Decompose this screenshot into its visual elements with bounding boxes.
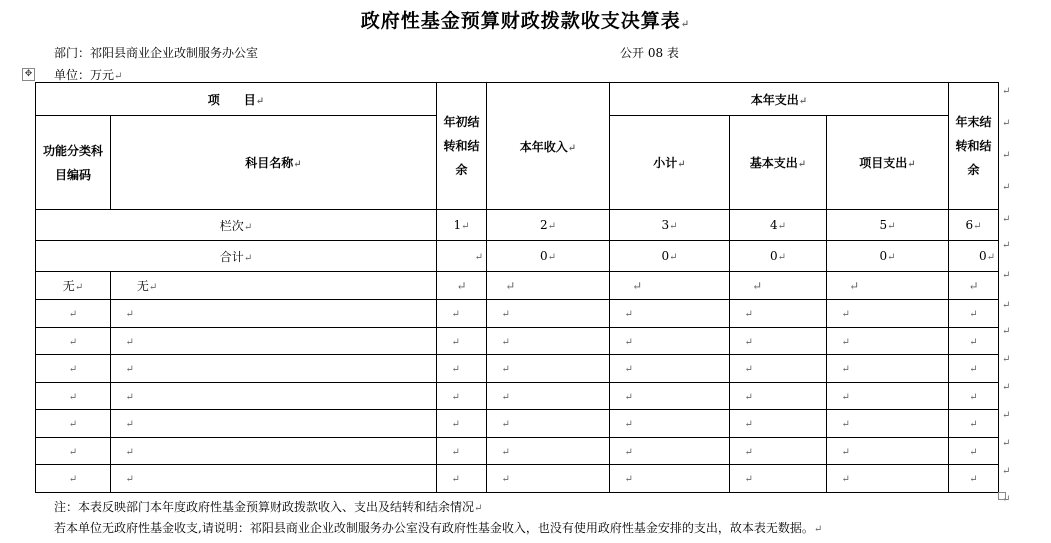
paragraph-mark: ↵ <box>744 336 753 348</box>
cell <box>487 410 610 438</box>
header-begin-balance: 年初结转和结余 <box>437 83 487 210</box>
paragraph-mark: ↵ <box>624 391 633 403</box>
cell <box>437 241 487 272</box>
note-1-text: 注：本表反映部门本年度政府性基金预算财政拨款收入、支出及结转和结余情况 <box>54 500 475 514</box>
cell <box>949 241 999 272</box>
paragraph-mark: ↵ <box>677 159 686 170</box>
paragraph-mark: ↵ <box>125 309 134 321</box>
cell <box>730 410 827 438</box>
cell <box>437 210 487 241</box>
cell <box>730 465 827 493</box>
cell <box>437 355 487 383</box>
header-subtotal <box>610 116 730 210</box>
paragraph-mark: ↵ <box>1002 466 1011 477</box>
col-no-label <box>36 210 437 241</box>
paragraph-mark: ↵ <box>567 142 577 154</box>
cell <box>111 327 437 355</box>
header-subtotal-text: 小计 <box>653 156 678 170</box>
paragraph-mark: ↵ <box>451 419 460 431</box>
cell <box>827 300 949 328</box>
paragraph-mark: ↵ <box>68 474 78 486</box>
paragraph-mark: ↵ <box>986 252 995 263</box>
paragraph-mark: ↵ <box>744 364 753 376</box>
cell <box>487 241 610 272</box>
cell <box>487 210 610 241</box>
cell <box>610 327 730 355</box>
cell <box>949 327 999 355</box>
cell-value: 2 <box>539 218 548 232</box>
cell-value: 3 <box>661 218 670 232</box>
cell <box>111 410 437 438</box>
total-label-text: 合计 <box>219 249 244 264</box>
paragraph-mark: ↵ <box>624 419 633 431</box>
paragraph-mark: ↵ <box>148 282 158 293</box>
cell-value: 1 <box>453 218 462 232</box>
paragraph-mark: ↵ <box>624 446 633 458</box>
cell-code <box>36 272 111 300</box>
paragraph-mark: ↵ <box>797 159 807 170</box>
paragraph-mark: ↵ <box>547 252 557 263</box>
cell <box>437 327 487 355</box>
cell <box>610 382 730 410</box>
paragraph-mark: ↵ <box>969 309 978 321</box>
cell <box>610 437 730 465</box>
paragraph-mark: ↵ <box>969 446 978 458</box>
paragraph-mark: ↵ <box>451 446 460 458</box>
department-label: 部门： <box>54 46 91 60</box>
cell <box>610 465 730 493</box>
cell <box>949 410 999 438</box>
paragraph-mark: ↵ <box>68 309 78 321</box>
paragraph-mark: ↵ <box>1002 300 1011 311</box>
cell <box>949 300 999 328</box>
paragraph-mark: ↵ <box>243 252 253 264</box>
paragraph-mark: ↵ <box>114 71 123 82</box>
cell-value: 0 <box>769 249 778 263</box>
paragraph-mark: ↵ <box>624 309 633 321</box>
cell <box>36 437 111 465</box>
header-func-code: 功能分类科目编码 <box>36 116 111 210</box>
budget-table <box>35 82 999 493</box>
paragraph-mark: ↵ <box>1002 118 1011 129</box>
cell <box>730 437 827 465</box>
table-row <box>36 355 999 383</box>
paragraph-mark: ↵ <box>1002 410 1011 421</box>
paragraph-mark: ↵ <box>125 474 134 486</box>
cell <box>111 300 437 328</box>
paragraph-mark: ↵ <box>841 336 850 348</box>
paragraph-mark: ↵ <box>1002 494 1011 505</box>
paragraph-mark: ↵ <box>68 446 78 458</box>
paragraph-mark: ↵ <box>744 391 753 403</box>
cell <box>36 300 111 328</box>
cell <box>949 465 999 493</box>
cell <box>827 382 949 410</box>
paragraph-mark: ↵ <box>451 391 460 403</box>
unit-line <box>54 66 122 83</box>
table-move-handle-icon[interactable]: ✥ <box>22 68 35 81</box>
cell <box>610 210 730 241</box>
cell <box>827 272 949 300</box>
paragraph-mark: ↵ <box>243 221 253 233</box>
cell <box>111 355 437 383</box>
cell <box>36 327 111 355</box>
table-row-total <box>36 241 999 272</box>
paragraph-mark: ↵ <box>255 95 265 107</box>
cell <box>610 300 730 328</box>
cell <box>949 210 999 241</box>
paragraph-mark: ↵ <box>887 252 896 263</box>
header-income-text: 本年收入 <box>519 139 568 154</box>
paragraph-mark: ↵ <box>474 252 483 263</box>
paragraph-mark: ↵ <box>1002 182 1011 193</box>
paragraph-mark: ↵ <box>1002 270 1011 281</box>
note-line-1 <box>54 498 482 515</box>
cell <box>827 410 949 438</box>
header-item-name <box>111 116 437 210</box>
cell <box>730 382 827 410</box>
paragraph-mark: ↵ <box>632 278 643 293</box>
cell-value: 0 <box>661 249 670 263</box>
cell <box>487 327 610 355</box>
table-row <box>36 327 999 355</box>
header-expense <box>610 83 949 116</box>
cell-value: 4 <box>769 218 778 232</box>
paragraph-mark: ↵ <box>68 419 78 431</box>
header-basic-text: 基本支出 <box>749 156 798 170</box>
paragraph-mark: ↵ <box>68 391 78 403</box>
cell-value: 6 <box>965 218 974 232</box>
cell <box>827 355 949 383</box>
paragraph-mark: ↵ <box>777 252 787 263</box>
paragraph-mark: ↵ <box>777 221 787 232</box>
header-project-exp-text: 项目支出 <box>859 156 908 170</box>
paragraph-mark: ↵ <box>547 221 557 232</box>
paragraph-mark: ↵ <box>813 524 823 535</box>
paragraph-mark: ↵ <box>1002 214 1011 225</box>
paragraph-mark: ↵ <box>125 419 134 431</box>
cell <box>487 300 610 328</box>
paragraph-mark: ↵ <box>1002 150 1011 161</box>
table-title <box>0 6 1051 33</box>
paragraph-mark: ↵ <box>501 391 510 403</box>
cell: ↵ <box>437 272 487 300</box>
title-text: 政府性基金预算财政拨款收支决算表 <box>360 10 681 32</box>
paragraph-mark: ↵ <box>293 159 302 170</box>
paragraph-mark: ↵ <box>841 419 850 431</box>
cell: ↵ <box>949 272 999 300</box>
cell <box>437 437 487 465</box>
paragraph-mark: ↵ <box>624 364 633 376</box>
cell <box>730 241 827 272</box>
table-row-col-no <box>36 210 999 241</box>
cell <box>730 210 827 241</box>
paragraph-mark: ↵ <box>1002 382 1011 393</box>
paragraph-mark: ↵ <box>125 336 134 348</box>
cell <box>610 410 730 438</box>
paragraph-mark: ↵ <box>669 252 678 263</box>
table-row <box>36 437 999 465</box>
table-row <box>36 382 999 410</box>
table-row <box>36 272 999 300</box>
paragraph-mark: ↵ <box>841 474 850 486</box>
cell <box>610 241 730 272</box>
cell-value: 0 <box>539 249 548 263</box>
paragraph-mark: ↵ <box>744 446 753 458</box>
paragraph-mark: ↵ <box>841 309 850 321</box>
paragraph-mark: ↵ <box>74 282 84 293</box>
cell <box>487 437 610 465</box>
paragraph-mark: ↵ <box>451 364 460 376</box>
table-row <box>36 465 999 493</box>
cell-value: 无 <box>136 279 149 293</box>
table-row <box>36 410 999 438</box>
cell <box>827 437 949 465</box>
paragraph-mark: ↵ <box>125 364 134 376</box>
paragraph-mark: ↵ <box>501 419 510 431</box>
paragraph-mark: ↵ <box>501 336 510 348</box>
cell <box>111 437 437 465</box>
header-project-text: 项 目 <box>207 92 256 107</box>
paragraph-mark: ↵ <box>68 336 78 348</box>
cell-value: 0 <box>879 249 888 263</box>
cell <box>487 272 610 300</box>
paragraph-mark: ↵ <box>1002 86 1011 97</box>
cell <box>827 210 949 241</box>
report-number: 公开 08 表 <box>620 46 679 60</box>
cell <box>730 355 827 383</box>
cell <box>36 355 111 383</box>
paragraph-mark: ↵ <box>798 95 808 107</box>
cell <box>437 465 487 493</box>
paragraph-mark: ↵ <box>969 391 978 403</box>
paragraph-mark: ↵ <box>474 503 483 514</box>
cell <box>36 410 111 438</box>
paragraph-mark: ↵ <box>887 221 896 232</box>
cell <box>610 355 730 383</box>
header-expense-text: 本年支出 <box>750 92 799 107</box>
paragraph-mark: ↵ <box>841 391 850 403</box>
paragraph-mark: ↵ <box>1002 240 1011 251</box>
paragraph-mark: ↵ <box>744 309 753 321</box>
col-no-label-text: 栏次 <box>219 218 244 233</box>
cell-value: 5 <box>879 218 888 232</box>
paragraph-mark: ↵ <box>461 221 470 232</box>
department-name: 祁阳县商业企业改制服务办公室 <box>90 46 259 60</box>
cell <box>610 272 730 300</box>
paragraph-mark: ↵ <box>1002 354 1011 365</box>
paragraph-mark: ↵ <box>969 474 978 486</box>
paragraph-mark: ↵ <box>969 419 978 431</box>
paragraph-mark: ↵ <box>125 446 134 458</box>
paragraph-mark: ↵ <box>451 474 460 486</box>
cell <box>487 465 610 493</box>
note-2-text: 若本单位无政府性基金收支,请说明：祁阳县商业企业改制服务办公室没有政府性基金收入，也没有使用政府性基金安排的支出，故本表无数据。 <box>54 521 814 535</box>
paragraph-mark: ↵ <box>451 309 460 321</box>
paragraph-mark: ↵ <box>505 278 516 293</box>
cell <box>111 465 437 493</box>
header-item-name-text: 科目名称 <box>245 156 294 170</box>
header-basic <box>730 116 827 210</box>
department-line <box>54 44 258 61</box>
paragraph-mark: ↵ <box>68 364 78 376</box>
cell <box>730 327 827 355</box>
cell <box>36 382 111 410</box>
paragraph-mark: ↵ <box>669 221 678 232</box>
cell <box>730 272 827 300</box>
cell <box>437 382 487 410</box>
paragraph-mark: ↵ <box>501 474 510 486</box>
paragraph-mark: ↵ <box>501 364 510 376</box>
cell <box>487 355 610 383</box>
cell <box>827 241 949 272</box>
cell <box>730 300 827 328</box>
note-line-2 <box>54 519 822 536</box>
paragraph-mark: ↵ <box>752 278 763 293</box>
paragraph-mark: ↵ <box>969 364 978 376</box>
cell-value: 0 <box>978 249 987 263</box>
cell <box>827 327 949 355</box>
header-end-balance: 年末结转和结余 <box>949 83 999 210</box>
header-project <box>36 83 437 116</box>
total-label <box>36 241 437 272</box>
empty-rows <box>36 300 999 493</box>
paragraph-mark: ↵ <box>1002 438 1011 449</box>
table-resize-handle-icon[interactable] <box>998 492 1006 500</box>
paragraph-mark: ↵ <box>973 221 982 232</box>
cell <box>487 382 610 410</box>
cell <box>111 382 437 410</box>
paragraph-mark: ↵ <box>501 309 510 321</box>
paragraph-mark: ↵ <box>624 474 633 486</box>
paragraph-mark: ↵ <box>744 419 753 431</box>
paragraph-mark: ↵ <box>451 336 460 348</box>
paragraph-mark: ↵ <box>125 391 134 403</box>
unit-label: 单位： <box>54 68 91 82</box>
table-row <box>36 300 999 328</box>
cell <box>949 355 999 383</box>
cell <box>36 465 111 493</box>
paragraph-mark: ↵ <box>841 364 850 376</box>
cell <box>949 382 999 410</box>
cell-name <box>111 272 437 300</box>
paragraph-mark: ↵ <box>680 19 691 30</box>
cell-value: 无 <box>62 279 75 293</box>
cell <box>437 300 487 328</box>
unit-value: 万元 <box>90 68 115 82</box>
cell <box>827 465 949 493</box>
paragraph-mark: ↵ <box>744 474 753 486</box>
paragraph-mark: ↵ <box>1002 326 1011 337</box>
paragraph-mark: ↵ <box>841 446 850 458</box>
paragraph-mark: ↵ <box>907 159 916 170</box>
paragraph-mark: ↵ <box>969 336 978 348</box>
header-project-exp <box>827 116 949 210</box>
cell <box>949 437 999 465</box>
paragraph-mark: ↵ <box>501 446 510 458</box>
header-income <box>487 83 610 210</box>
paragraph-mark: ↵ <box>624 336 633 348</box>
cell <box>437 410 487 438</box>
paragraph-mark: ↵ <box>849 278 860 293</box>
